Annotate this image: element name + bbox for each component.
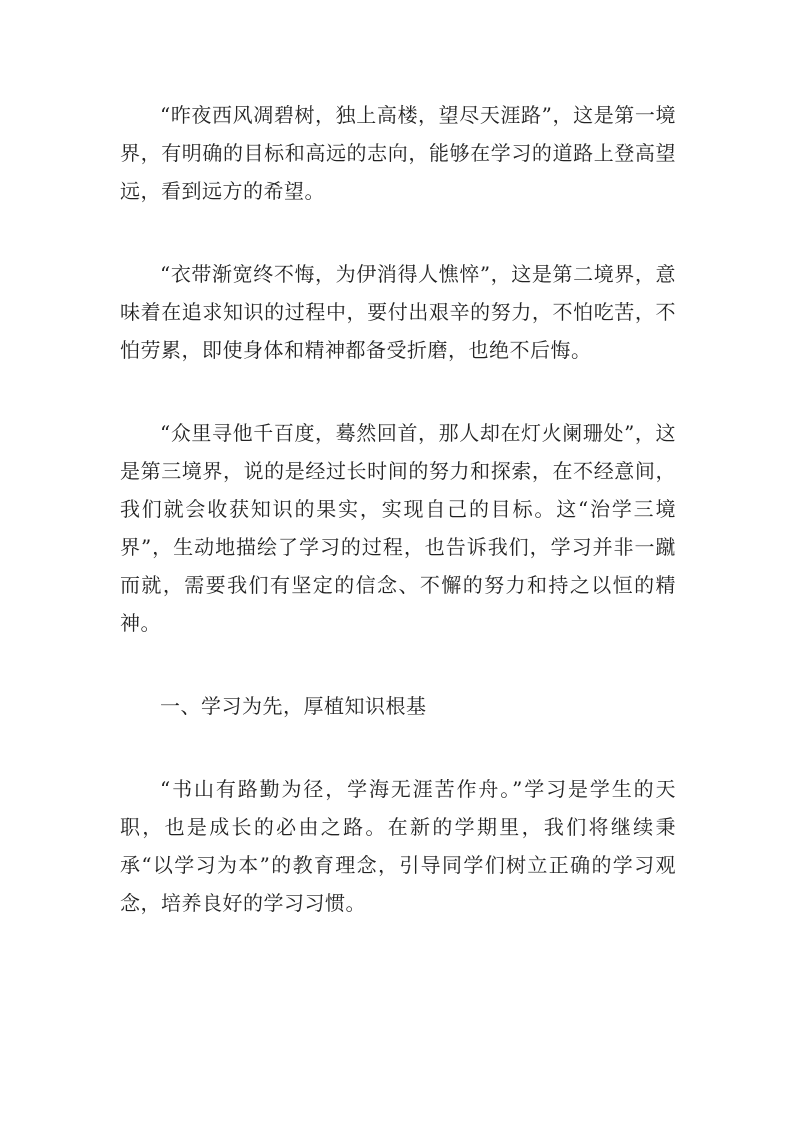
paragraph-first-realm: “昨夜西风凋碧树，独上高楼，望尽天涯路”，这是第一境界，有明确的目标和高远的志向，能够在学习的道路上登高望远，看到远方的希望。 [120,103,676,203]
paragraph-third-realm: “众里寻他千百度，蓦然回首，那人却在灯火阑珊处”，这是第三境界，说的是经过长时间的努力和探索，在不经意间，我们就会收获知识的果实，实现自己的目标。这“治学三境界”，生动地描绘了学习的过程，也告诉我们，学习并非一蹴而就，需要我们有坚定的信念、不懈的努力和持之以恒的精神。 [120,421,676,635]
paragraph-spacer [120,210,676,255]
document-page [120,96,676,922]
paragraph-study-first: “书山有路勤为径，学海无涯苦作舟。”学习是学生的天职，也是成长的必由之路。在新的学期里，我们将继续秉承“以学习为本”的教育理念，引导同学们树立正确的学习观念，培养良好的学习习惯。 [120,777,676,915]
paragraph-spacer [120,642,676,687]
paragraph-second-realm: “衣带渐宽终不悔，为伊消得人憔悴”，这是第二境界，意味着在追求知识的过程中，要付出艰辛的努力，不怕吃苦，不怕劳累，即使身体和精神都备受折磨，也绝不后悔。 [120,262,676,362]
paragraph-spacer [120,725,676,770]
paragraph-spacer [120,369,676,414]
section-heading: 一、学习为先，厚植知识根基 [160,694,427,718]
